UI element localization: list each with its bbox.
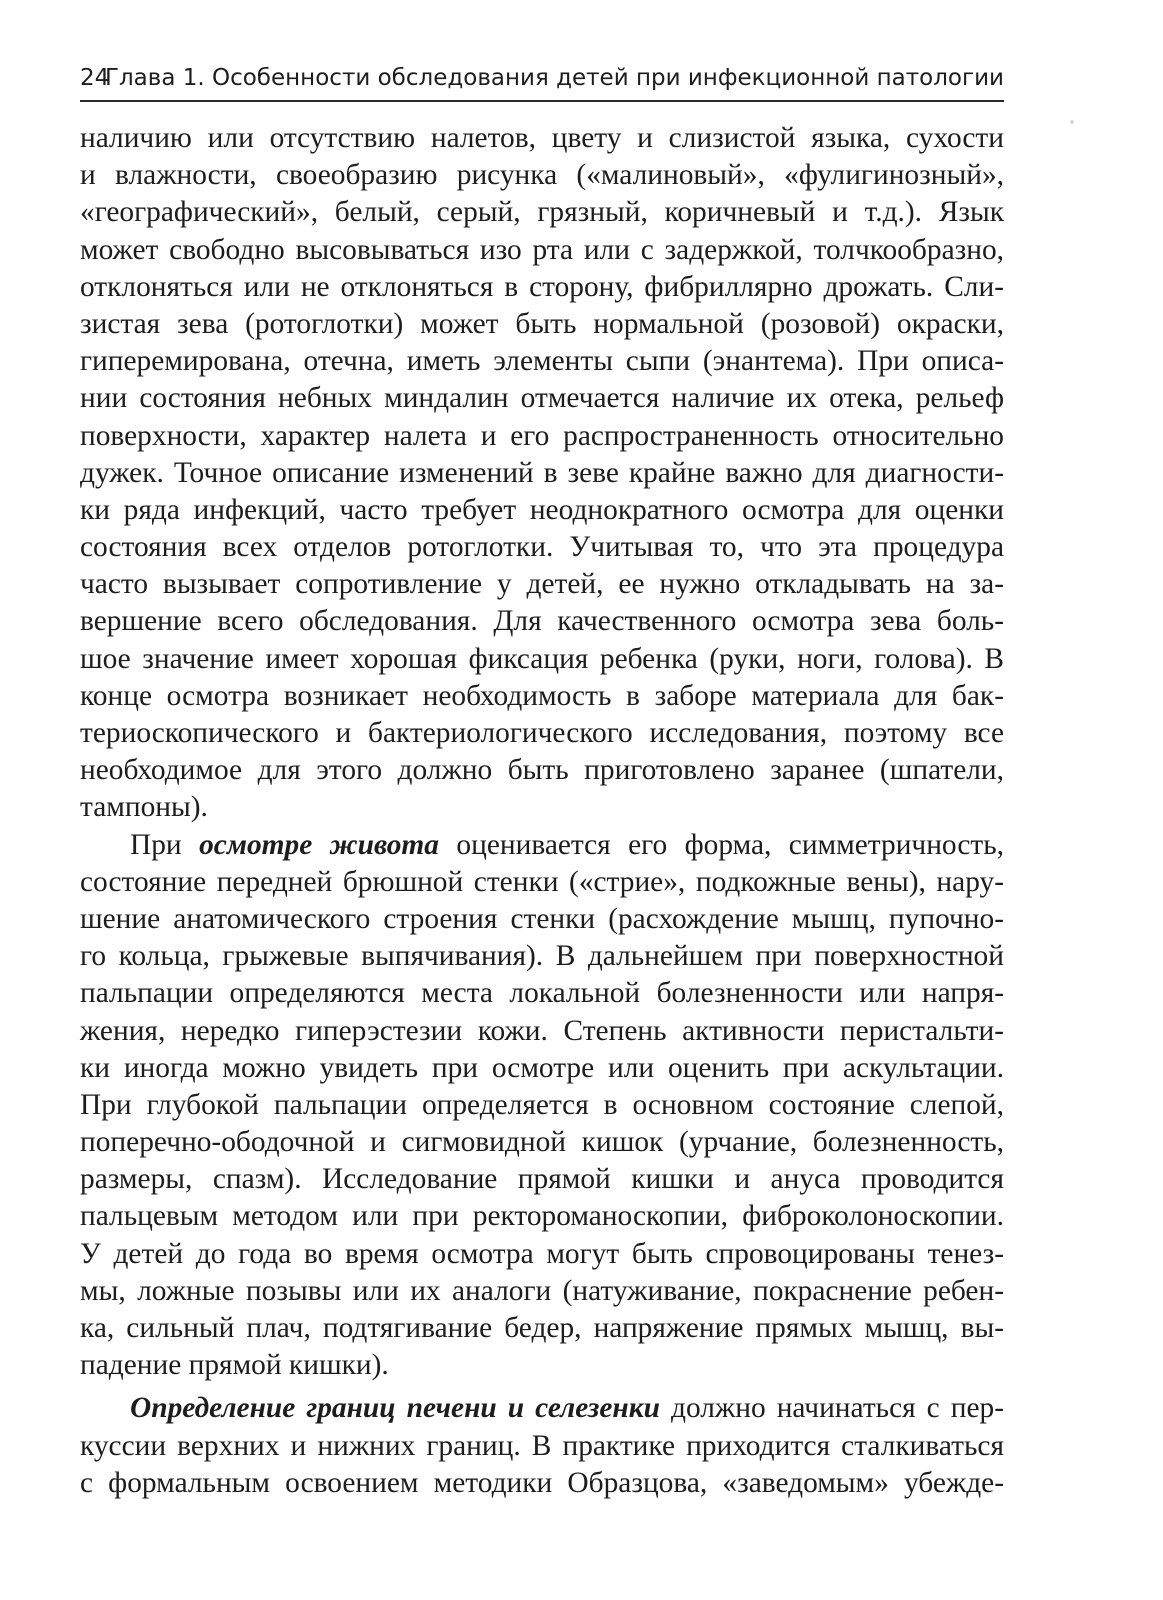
- text-line: и влажности, своеобразию рисунка («малиновый», «фулигинозный»,: [80, 159, 1004, 192]
- page-number: 24: [80, 65, 110, 91]
- text-line: дужек. Точное описание изменений в зеве крайне важно для диагности-: [80, 456, 1004, 489]
- text-line: поперечно-ободочной и сигмовидной кишок (урчание, болезненность,: [80, 1126, 1004, 1159]
- text-line-first: [80, 827, 1004, 864]
- text-line: куссии верхних и нижних границ. В практике приходится сталкиваться: [80, 1429, 1004, 1462]
- text-line: пальцевым методом или при ректороманоскопии, фиброколоноскопии.: [80, 1200, 1004, 1233]
- text-line: У детей до года во время осмотра могут быть спровоцированы тенез-: [80, 1237, 1004, 1270]
- body-text: [80, 120, 1004, 1502]
- scan-speck: [1070, 120, 1074, 124]
- book-page: [80, 0, 1004, 1600]
- text-line: тампоны).: [80, 791, 208, 824]
- text-line: гиперемирована, отечна, иметь элементы сыпи (энантема). При описа-: [80, 345, 1004, 378]
- text-line: состояния всех отделов ротоглотки. Учитывая то, что эта процедура: [80, 531, 1004, 564]
- emphasized-term: Определение границ печени и селезенки: [130, 1392, 660, 1425]
- text-line: конце осмотра возникает необходимость в заборе материала для бак-: [80, 679, 1004, 712]
- running-header: [80, 60, 1004, 102]
- text-line-first: [80, 1390, 1004, 1427]
- text-line: необходимое для этого должно быть приготовлено заранее (шпатели,: [80, 754, 1004, 787]
- emphasized-term: осмотре живота: [199, 828, 439, 861]
- paragraph-liver-spleen: [80, 1390, 1004, 1502]
- text-line: отклоняться или не отклоняться в сторону, фибриллярно дрожать. Сли-: [80, 270, 1004, 303]
- text-line: состояние передней брюшной стенки («стрие», подкожные вены), нару-: [80, 865, 1004, 898]
- text-line: мы, ложные позывы или их аналоги (натуживание, покраснение ребен-: [80, 1274, 1004, 1307]
- text-line: «географический», белый, серый, грязный, коричневый и т.д.). Язык: [80, 196, 1004, 229]
- paragraph-tongue-pharynx: [80, 120, 1004, 827]
- text-line: с формальным освоением методики Образцова, «заведомым» убежде-: [80, 1466, 1004, 1499]
- text-run: оценивается его форма, симметричность,: [439, 828, 1004, 861]
- text-run: При: [130, 828, 200, 861]
- text-line: пальпации определяются места локальной болезненности или напря-: [80, 977, 1004, 1010]
- text-line: шое значение имеет хорошая фиксация ребенка (руки, ноги, голова). В: [80, 642, 1004, 675]
- text-line: ки иногда можно увидеть при осмотре или оценить при аскультации.: [80, 1051, 1004, 1084]
- text-line: При глубокой пальпации определяется в основном состояние слепой,: [80, 1088, 1004, 1121]
- text-line: нии состояния небных миндалин отмечается наличие их отека, рельеф: [80, 382, 1004, 415]
- text-line: го кольца, грыжевые выпячивания). В дальнейшем при поверхностной: [80, 940, 1004, 973]
- text-line: ки ряда инфекций, часто требует неоднократного осмотра для оценки: [80, 493, 1004, 526]
- text-line: часто вызывает сопротивление у детей, ее нужно откладывать на за-: [80, 568, 1004, 601]
- chapter-title: Глава 1. Особенности обследования детей при инфекционной патологии: [104, 65, 1004, 91]
- text-line: может свободно высовываться изо рта или с задержкой, толчкообразно,: [80, 233, 1004, 266]
- text-line: наличию или отсутствию налетов, цвету и слизистой языка, сухости: [80, 122, 1004, 154]
- text-line: зистая зева (ротоглотки) может быть нормальной (розовой) окраски,: [80, 307, 1004, 340]
- text-line: размеры, спазм). Исследование прямой кишки и ануса проводится: [80, 1163, 1004, 1196]
- text-line: жения, нередко гиперэстезии кожи. Степень активности перистальти-: [80, 1014, 1004, 1047]
- text-line: поверхности, характер налета и его распространенность относительно: [80, 419, 1004, 452]
- text-run: должно начинаться с пер-: [659, 1392, 1004, 1425]
- text-line: шение анатомического строения стенки (расхождение мышц, пупочно-: [80, 902, 1004, 935]
- paragraph-abdomen-exam: [80, 827, 1004, 1385]
- text-line: вершение всего обследования. Для качественного осмотра зева боль-: [80, 605, 1004, 638]
- text-line: падение прямой кишки).: [80, 1349, 389, 1382]
- text-line: териоскопического и бактериологического исследования, поэтому все: [80, 717, 1004, 749]
- text-line: ка, сильный плач, подтягивание бедер, напряжение прямых мышц, вы-: [80, 1312, 1004, 1344]
